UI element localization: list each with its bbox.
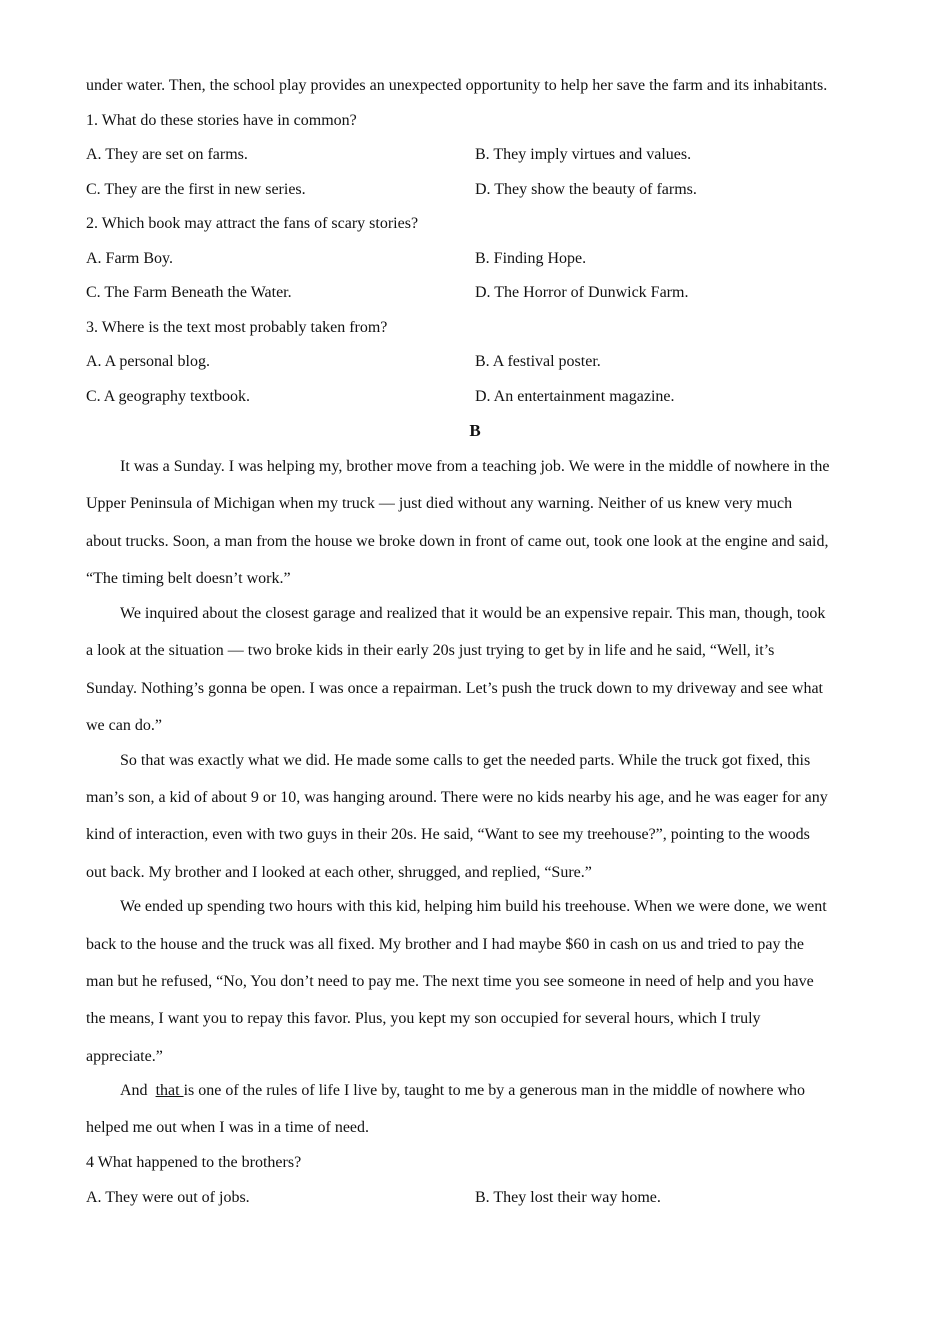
question-2-option-b: B. Finding Hope.: [475, 250, 587, 267]
question-1-option-a: A. They are set on farms.: [86, 146, 248, 163]
passage-suffix: is one of the rules of life I live by, taught to me by a generous man in the middle of nowhere who: [183, 1082, 806, 1099]
question-3-option-d: D. An entertainment magazine.: [475, 388, 675, 405]
passage-line: kind of interaction, even with two guys in their 20s. He said, “Want to see my treehouse?”, pointing to the woods: [86, 826, 810, 843]
passage-line: appreciate.”: [86, 1048, 163, 1065]
intro-tail-text: under water. Then, the school play provides an unexpected opportunity to help her save the farm and its inhabitants.: [86, 77, 828, 94]
passage-line: back to the house and the truck was all fixed. My brother and I had maybe $60 in cash on us and tried to pay the: [86, 936, 805, 953]
section-b-heading: B: [469, 421, 481, 440]
passage-line: We inquired about the closest garage and realized that it would be an expensive repair. This man, though, took: [120, 605, 826, 622]
passage-prefix: And: [120, 1082, 156, 1099]
passage-line: Sunday. Nothing’s gonna be open. I was once a repairman. Let’s push the truck down to my driveway and see what: [86, 680, 823, 697]
passage-last-paragraph-line-1: [120, 1081, 900, 1101]
passage-line: the means, I want you to repay this favor. Plus, you kept my son occupied for several hours, which I truly: [86, 1010, 761, 1027]
question-2-option-a: A. Farm Boy.: [86, 250, 173, 267]
passage-line: It was a Sunday. I was helping my, brother move from a teaching job. We were in the middle of nowhere in the: [120, 458, 830, 475]
passage-line: So that was exactly what we did. He made some calls to get the needed parts. While the truck got fixed, this: [120, 752, 811, 769]
passage-line: helped me out when I was in a time of need.: [86, 1119, 370, 1136]
passage-line: We ended up spending two hours with this kid, helping him build his treehouse. When we were done, we went: [120, 898, 827, 915]
question-1-option-c: C. They are the first in new series.: [86, 181, 306, 198]
question-2-option-c: C. The Farm Beneath the Water.: [86, 284, 292, 301]
question-3-option-a: A. A personal blog.: [86, 353, 210, 370]
passage-line: man but he refused, “No, You don’t need to pay me. The next time you see someone in need of help and you have: [86, 973, 814, 990]
question-3-option-b: B. A festival poster.: [475, 353, 601, 370]
question-4-option-b: B. They lost their way home.: [475, 1189, 661, 1206]
question-4-stem: 4 What happened to the brothers?: [86, 1154, 302, 1171]
passage-line: man’s son, a kid of about 9 or 10, was hanging around. There were no kids nearby his age, and he was eager for any: [86, 789, 828, 806]
passage-line: we can do.”: [86, 717, 162, 734]
question-2-option-d: D. The Horror of Dunwick Farm.: [475, 284, 689, 301]
question-4-option-a: A. They were out of jobs.: [86, 1189, 250, 1206]
passage-line: about trucks. Soon, a man from the house we broke down in front of came out, took one look at the engine and said,: [86, 533, 829, 550]
underlined-word-that: that: [155, 1082, 184, 1099]
question-1-stem: 1. What do these stories have in common?: [86, 112, 357, 129]
question-3-stem: 3. Where is the text most probably taken from?: [86, 319, 388, 336]
question-1-option-b: B. They imply virtues and values.: [475, 146, 692, 163]
passage-line: “The timing belt doesn’t work.”: [86, 570, 291, 587]
question-1-option-d: D. They show the beauty of farms.: [475, 181, 697, 198]
passage-line: a look at the situation — two broke kids in their early 20s just trying to get by in life and he said, “Well, it’s: [86, 642, 775, 659]
question-3-option-c: C. A geography textbook.: [86, 388, 250, 405]
passage-line: Upper Peninsula of Michigan when my truck — just died without any warning. Neither of us knew very much: [86, 495, 793, 512]
question-2-stem: 2. Which book may attract the fans of scary stories?: [86, 215, 419, 232]
passage-line: out back. My brother and I looked at each other, shrugged, and replied, “Sure.”: [86, 864, 592, 881]
